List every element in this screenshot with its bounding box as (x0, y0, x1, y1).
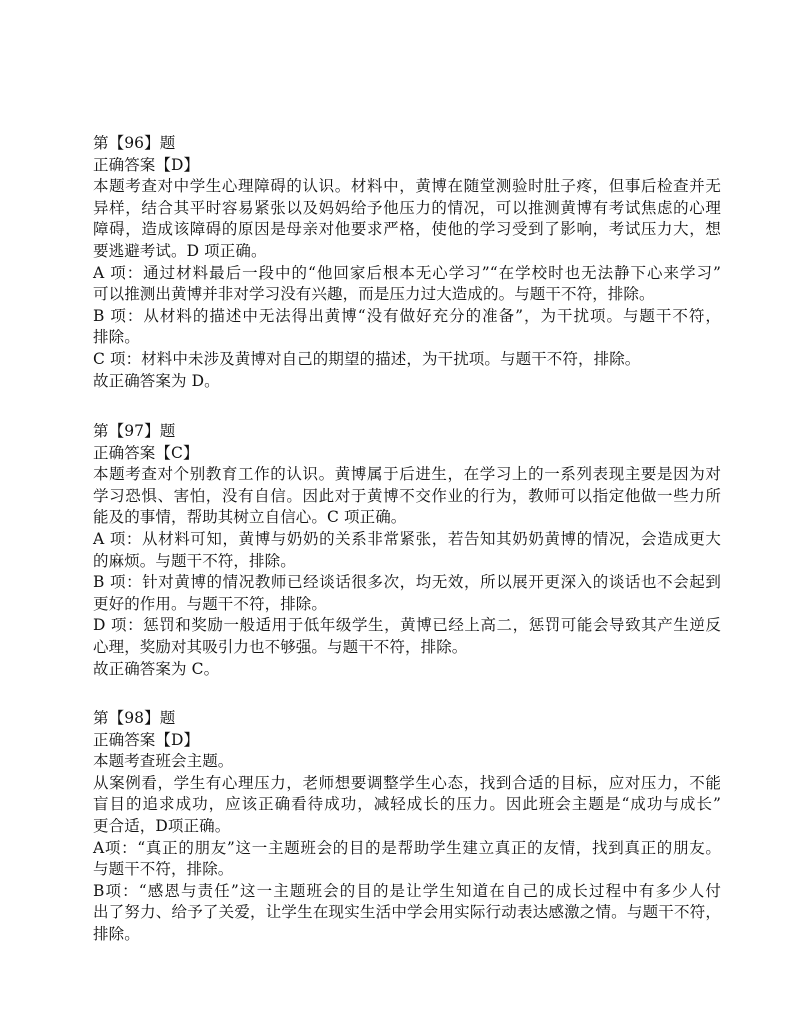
option-analysis-line: A项：“真正的朋友”这一主题班会的目的是帮助学生建立真正的友情，找到真正的朋友。 (93, 838, 721, 857)
explanation-line: 本题考查对个别教育工作的认识。黄博属于后进生，在学习上的一系列表现主要是因为对 (93, 465, 721, 484)
option-analysis-line: C 项：材料中未涉及黄博对自己的期望的描述，为干扰项。与题干不符，排除。 (93, 349, 641, 368)
explanation-line: 从案例看，学生有心理压力，老师想要调整学生心态，找到合适的目标，应对压力，不能 (93, 773, 721, 792)
question-title: 第【97】题 (93, 422, 176, 440)
final-answer-line: 故正确答案为 C。 (93, 659, 220, 678)
explanation-line: 要逃避考试。D 项正确。 (93, 241, 267, 260)
option-analysis-line: 心理，奖励对其吸引力也不够强。与题干不符，排除。 (93, 637, 468, 656)
explanation-line: 障碍，造成该障碍的原因是母亲对他要求严格，使他的学习受到了影响，考试压力大，想 (93, 220, 721, 239)
final-answer-line: 故正确答案为 D。 (93, 371, 220, 390)
option-analysis-line: B 项：针对黄博的情况教师已经谈话很多次，均无效，所以展开更深入的谈话也不会起到 (93, 573, 721, 592)
question-98 (93, 708, 723, 946)
option-analysis-line: B项：“感恩与责任”这一主题班会的目的是让学生知道在自己的成长过程中有多少人付 (93, 881, 721, 900)
option-analysis-line: 与题干不符，排除。 (93, 860, 234, 879)
explanation-line: 本题考查对中学生心理障碍的认识。材料中，黄博在随堂测验时肚子疼，但事后检查并无 (93, 177, 721, 196)
option-analysis-line: 更好的作用。与题干不符，排除。 (93, 594, 328, 613)
explanation-line: 更合适，D项正确。 (93, 816, 231, 835)
correct-answer: 正确答案【D】 (93, 155, 200, 174)
option-analysis-line: A 项：从材料可知，黄博与奶奶的关系非常紧张，若告知其奶奶黄博的情况，会造成更大 (93, 529, 721, 548)
explanation-line: 异样，结合其平时容易紧张以及妈妈给予他压力的情况，可以推测黄博有考试焦虑的心理 (93, 198, 721, 217)
option-analysis-line: 可以推测出黄博并非对学习没有兴趣，而是压力过大造成的。与题干不符，排除。 (93, 285, 655, 304)
question-title: 第【98】题 (93, 709, 176, 727)
option-analysis-line: A 项：通过材料最后一段中的“他回家后根本无心学习”“在学校时也无法静下心来学习” (93, 263, 721, 282)
option-analysis-line: 排除。 (93, 924, 140, 943)
explanation-line: 能及的事情，帮助其树立自信心。C 项正确。 (93, 508, 407, 527)
question-97 (93, 421, 723, 680)
explanation-line: 盲目的追求成功，应该正确看待成功，减轻成长的压力。因此班会主题是“成功与成长” (93, 795, 721, 814)
explanation-line: 学习恐惧、害怕，没有自信。因此对于黄博不交作业的行为，教师可以指定他做一些力所 (93, 486, 721, 505)
option-analysis-line: B 项：从材料的描述中无法得出黄博“没有做好充分的准备”，为干扰项。与题干不符， (93, 306, 721, 325)
correct-answer: 正确答案【D】 (93, 730, 200, 749)
option-analysis-line: 出了努力、给予了关爱，让学生在现实生活中学会用实际行动表达感激之情。与题干不符， (93, 903, 721, 922)
option-analysis-line: 排除。 (93, 328, 140, 347)
explanation-line: 本题考查班会主题。 (93, 752, 234, 771)
correct-answer: 正确答案【C】 (93, 443, 199, 462)
option-analysis-line: D 项：惩罚和奖励一般适用于低年级学生，黄博已经上高二，惩罚可能会导致其产生逆反 (93, 616, 721, 635)
option-analysis-line: 的麻烦。与题干不符，排除。 (93, 551, 296, 570)
question-96 (93, 133, 723, 392)
question-title: 第【96】题 (93, 134, 176, 152)
